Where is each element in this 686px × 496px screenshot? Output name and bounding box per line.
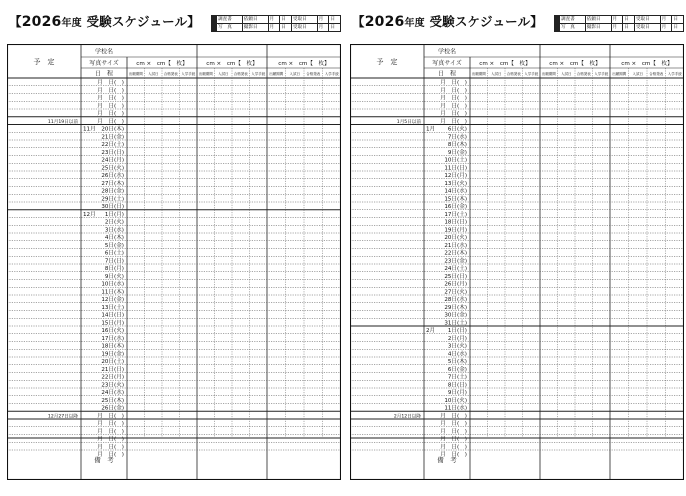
info-field: 月: [611, 16, 623, 24]
date-cell: 月 日( ): [440, 111, 467, 118]
info-field: 受取日: [291, 24, 317, 32]
date-cell: 13日(土): [101, 304, 124, 311]
date-cell: 26日(月): [444, 281, 467, 288]
month-label: 12月: [83, 211, 96, 218]
date-cell: 月 日( ): [97, 103, 124, 110]
sub-col-header: 合格発表: [649, 72, 664, 76]
date-cell: 24日(土): [444, 266, 467, 273]
date-cell: 2日(火): [104, 219, 124, 226]
sub-col-header: 入試日: [148, 72, 159, 76]
photo-size-label: 写真サイズ: [432, 60, 462, 67]
date-cell: 15日(木): [444, 196, 467, 203]
info-field: 日: [280, 16, 292, 24]
date-cell: 21日(日): [101, 366, 124, 373]
date-cell: 8日(月): [104, 266, 124, 273]
date-cell: 月 日( ): [440, 80, 467, 87]
schedule-grid: [350, 44, 684, 480]
schedule-grid: [7, 44, 341, 480]
info-field: 日: [329, 24, 341, 32]
date-cell: 31日(土): [444, 320, 467, 327]
sub-col-header: 合格発表: [506, 72, 521, 76]
date-cell: 6日(土): [104, 250, 124, 257]
date-cell: 3日(火): [447, 343, 467, 350]
date-cell: 月 日( ): [97, 436, 124, 443]
date-cell: 27日(木): [101, 180, 124, 187]
date-cell: 月 日( ): [440, 421, 467, 428]
sub-col-header: 合格発表: [163, 72, 178, 76]
info-field: 受取日: [634, 16, 660, 24]
document-info-box: [554, 15, 684, 32]
date-cell: 11日(水): [444, 405, 467, 412]
date-cell: 15日(月): [101, 320, 124, 327]
info-field: 月: [660, 24, 672, 32]
date-cell: 19日(金): [101, 351, 124, 358]
sub-col-header: 出願期間: [128, 72, 143, 76]
date-cell: 月 日( ): [97, 413, 124, 420]
info-field: 月: [611, 24, 623, 32]
sub-col-header: 入試日: [561, 72, 572, 76]
date-cell: 10日(水): [101, 281, 124, 288]
date-cell: 27日(火): [444, 289, 467, 296]
sub-col-header: 合格発表: [306, 72, 321, 76]
date-cell: 月 日( ): [440, 413, 467, 420]
date-cell: 9日(月): [447, 390, 467, 397]
date-cell: 月 日( ): [440, 452, 467, 459]
info-field: 日: [623, 24, 635, 32]
sheet-title: 【2026年度 受験スケジュール】: [352, 14, 543, 30]
date-cell: 10日(土): [444, 157, 467, 164]
biko-label: 備 考: [437, 456, 457, 464]
sub-col-header: 入試日: [218, 72, 229, 76]
date-cell: 月 日( ): [440, 428, 467, 435]
info-field: 月: [268, 24, 280, 32]
date-cell: 2日(月): [447, 335, 467, 342]
date-cell: 月 日( ): [97, 118, 124, 125]
sub-col-header: 入試日: [491, 72, 502, 76]
date-cell: 8日(木): [447, 142, 467, 149]
photo-size-cell: cm × cm【 枚】: [136, 61, 188, 67]
info-field: 日: [329, 16, 341, 24]
date-cell: 月 日( ): [440, 436, 467, 443]
date-cell: 25日(日): [444, 273, 467, 280]
date-cell: 20日(火): [444, 235, 467, 242]
date-cell: 11日(木): [101, 289, 124, 296]
sub-col-header: 入学手続: [594, 72, 609, 76]
date-cell: 9日(火): [104, 273, 124, 280]
info-label: 調査書: [560, 16, 586, 24]
nittei-label: 日 程: [94, 70, 114, 78]
info-field: 撮影日: [242, 24, 268, 32]
info-field: 受取日: [291, 16, 317, 24]
date-cell: 14日(水): [444, 188, 467, 195]
schedule-grid-svg: [350, 44, 684, 480]
date-cell: 12日(月): [444, 173, 467, 180]
photo-size-label: 写真サイズ: [89, 60, 119, 67]
date-cell: 月 日( ): [97, 95, 124, 102]
date-cell: 25日(木): [101, 397, 124, 404]
info-field: 日: [280, 24, 292, 32]
photo-size-cell: cm × cm【 枚】: [621, 61, 673, 67]
info-field: 日: [672, 16, 684, 24]
sub-col-header: 入学手続: [667, 72, 682, 76]
date-cell: 20日(木): [101, 126, 124, 133]
date-cell: 17日(土): [444, 211, 467, 218]
date-cell: 月 日( ): [97, 87, 124, 94]
schedule-sheet-left: [7, 0, 341, 496]
cutoff-note: 1月5日以前: [396, 119, 421, 125]
date-cell: 7日(日): [104, 258, 124, 265]
date-cell: 月 日( ): [440, 87, 467, 94]
date-cell: 7日(土): [447, 374, 467, 381]
date-cell: 22日(木): [444, 250, 467, 257]
schedule-grid-svg: [7, 44, 341, 480]
date-cell: 29日(木): [444, 304, 467, 311]
info-field: 日: [672, 24, 684, 32]
date-cell: 22日(土): [101, 142, 124, 149]
date-cell: 月 日( ): [97, 428, 124, 435]
date-cell: 28日(水): [444, 297, 467, 304]
sub-col-header: 入学手続: [181, 72, 196, 76]
cutoff-note: 11月19日以前: [47, 119, 78, 125]
date-cell: 23日(金): [444, 258, 467, 265]
date-cell: 8日(日): [447, 382, 467, 389]
date-cell: 26日(金): [101, 405, 124, 412]
document-info-box: [211, 15, 341, 32]
photo-size-cell: cm × cm【 枚】: [278, 61, 330, 67]
sub-col-header: 合格発表: [233, 72, 248, 76]
sheet-title: 【2026年度 受験スケジュール】: [9, 14, 200, 30]
date-cell: 17日(水): [101, 335, 124, 342]
date-cell: 14日(日): [101, 312, 124, 319]
info-label: 調査書: [217, 16, 243, 24]
date-cell: 6日(火): [447, 126, 467, 133]
date-cell: 23日(火): [101, 382, 124, 389]
month-label: 11月: [83, 126, 96, 133]
date-cell: 30日(金): [444, 312, 467, 319]
date-cell: 18日(木): [101, 343, 124, 350]
info-field: 月: [317, 16, 329, 24]
date-cell: 26日(水): [101, 173, 124, 180]
month-label: 2月: [426, 328, 436, 335]
date-cell: 16日(金): [444, 204, 467, 211]
date-cell: 18日(日): [444, 219, 467, 226]
school-name-label: 学校名: [437, 48, 457, 56]
date-cell: 月 日( ): [440, 95, 467, 102]
date-cell: 3日(水): [104, 227, 124, 234]
date-cell: 24日(水): [101, 390, 124, 397]
info-field: 日: [623, 16, 635, 24]
sub-col-header: 入学手続: [251, 72, 266, 76]
cutoff-note: 12月27日以降: [47, 414, 78, 420]
yotei-label: 予 定: [33, 58, 55, 66]
date-cell: 5日(金): [104, 242, 124, 249]
date-cell: 6日(金): [447, 366, 467, 373]
info-field: 撮影日: [585, 24, 611, 32]
info-field: 月: [268, 16, 280, 24]
date-cell: 9日(金): [447, 149, 467, 156]
date-cell: 12日(金): [101, 297, 124, 304]
date-cell: 11日(日): [444, 165, 467, 172]
date-cell: 22日(月): [101, 374, 124, 381]
date-cell: 20日(土): [101, 359, 124, 366]
date-cell: 月 日( ): [97, 452, 124, 459]
date-cell: 16日(火): [101, 328, 124, 335]
date-cell: 19日(月): [444, 227, 467, 234]
date-cell: 月 日( ): [440, 444, 467, 451]
date-cell: 月 日( ): [97, 444, 124, 451]
date-cell: 月 日( ): [440, 118, 467, 125]
sub-col-header: 出願期間: [198, 72, 213, 76]
photo-size-cell: cm × cm【 枚】: [206, 61, 258, 67]
school-name-label: 学校名: [94, 48, 114, 56]
date-cell: 24日(月): [101, 157, 124, 164]
photo-size-cell: cm × cm【 枚】: [549, 61, 601, 67]
date-cell: 21日(金): [101, 134, 124, 141]
date-cell: 4日(木): [104, 235, 124, 242]
sub-col-header: 入試日: [632, 72, 643, 76]
info-field: 依頼日: [585, 16, 611, 24]
biko-label: 備 考: [94, 456, 114, 464]
sub-col-header: 出願期間: [612, 72, 627, 76]
date-cell: 月 日( ): [440, 103, 467, 110]
info-field: 月: [660, 16, 672, 24]
sub-col-header: 出願期間: [269, 72, 284, 76]
info-label: 写 真: [217, 24, 243, 32]
photo-size-cell: cm × cm【 枚】: [479, 61, 531, 67]
sub-col-header: 合格発表: [576, 72, 591, 76]
date-cell: 10日(火): [444, 397, 467, 404]
cutoff-note: 2月12日以降: [393, 414, 421, 420]
date-cell: 1日(月): [104, 211, 124, 218]
date-cell: 7日(水): [447, 134, 467, 141]
sub-col-header: 入学手続: [324, 72, 339, 76]
date-cell: 25日(火): [101, 165, 124, 172]
info-field: 依頼日: [242, 16, 268, 24]
info-label: 写 真: [560, 24, 586, 32]
month-label: 1月: [426, 126, 436, 133]
info-field: 月: [317, 24, 329, 32]
date-cell: 21日(水): [444, 242, 467, 249]
date-cell: 1日(日): [447, 328, 467, 335]
date-cell: 13日(火): [444, 180, 467, 187]
date-cell: 30日(日): [101, 204, 124, 211]
date-cell: 5日(木): [447, 359, 467, 366]
date-cell: 28日(金): [101, 188, 124, 195]
date-cell: 4日(水): [447, 351, 467, 358]
sub-col-header: 入学手続: [524, 72, 539, 76]
date-cell: 23日(日): [101, 149, 124, 156]
date-cell: 月 日( ): [97, 421, 124, 428]
date-cell: 月 日( ): [97, 80, 124, 87]
nittei-label: 日 程: [437, 70, 457, 78]
sub-col-header: 出願期間: [471, 72, 486, 76]
sub-col-header: 入試日: [289, 72, 300, 76]
schedule-sheet-right: [350, 0, 684, 496]
date-cell: 29日(土): [101, 196, 124, 203]
sub-col-header: 出願期間: [541, 72, 556, 76]
yotei-label: 予 定: [376, 58, 398, 66]
info-field: 受取日: [634, 24, 660, 32]
date-cell: 月 日( ): [97, 111, 124, 118]
